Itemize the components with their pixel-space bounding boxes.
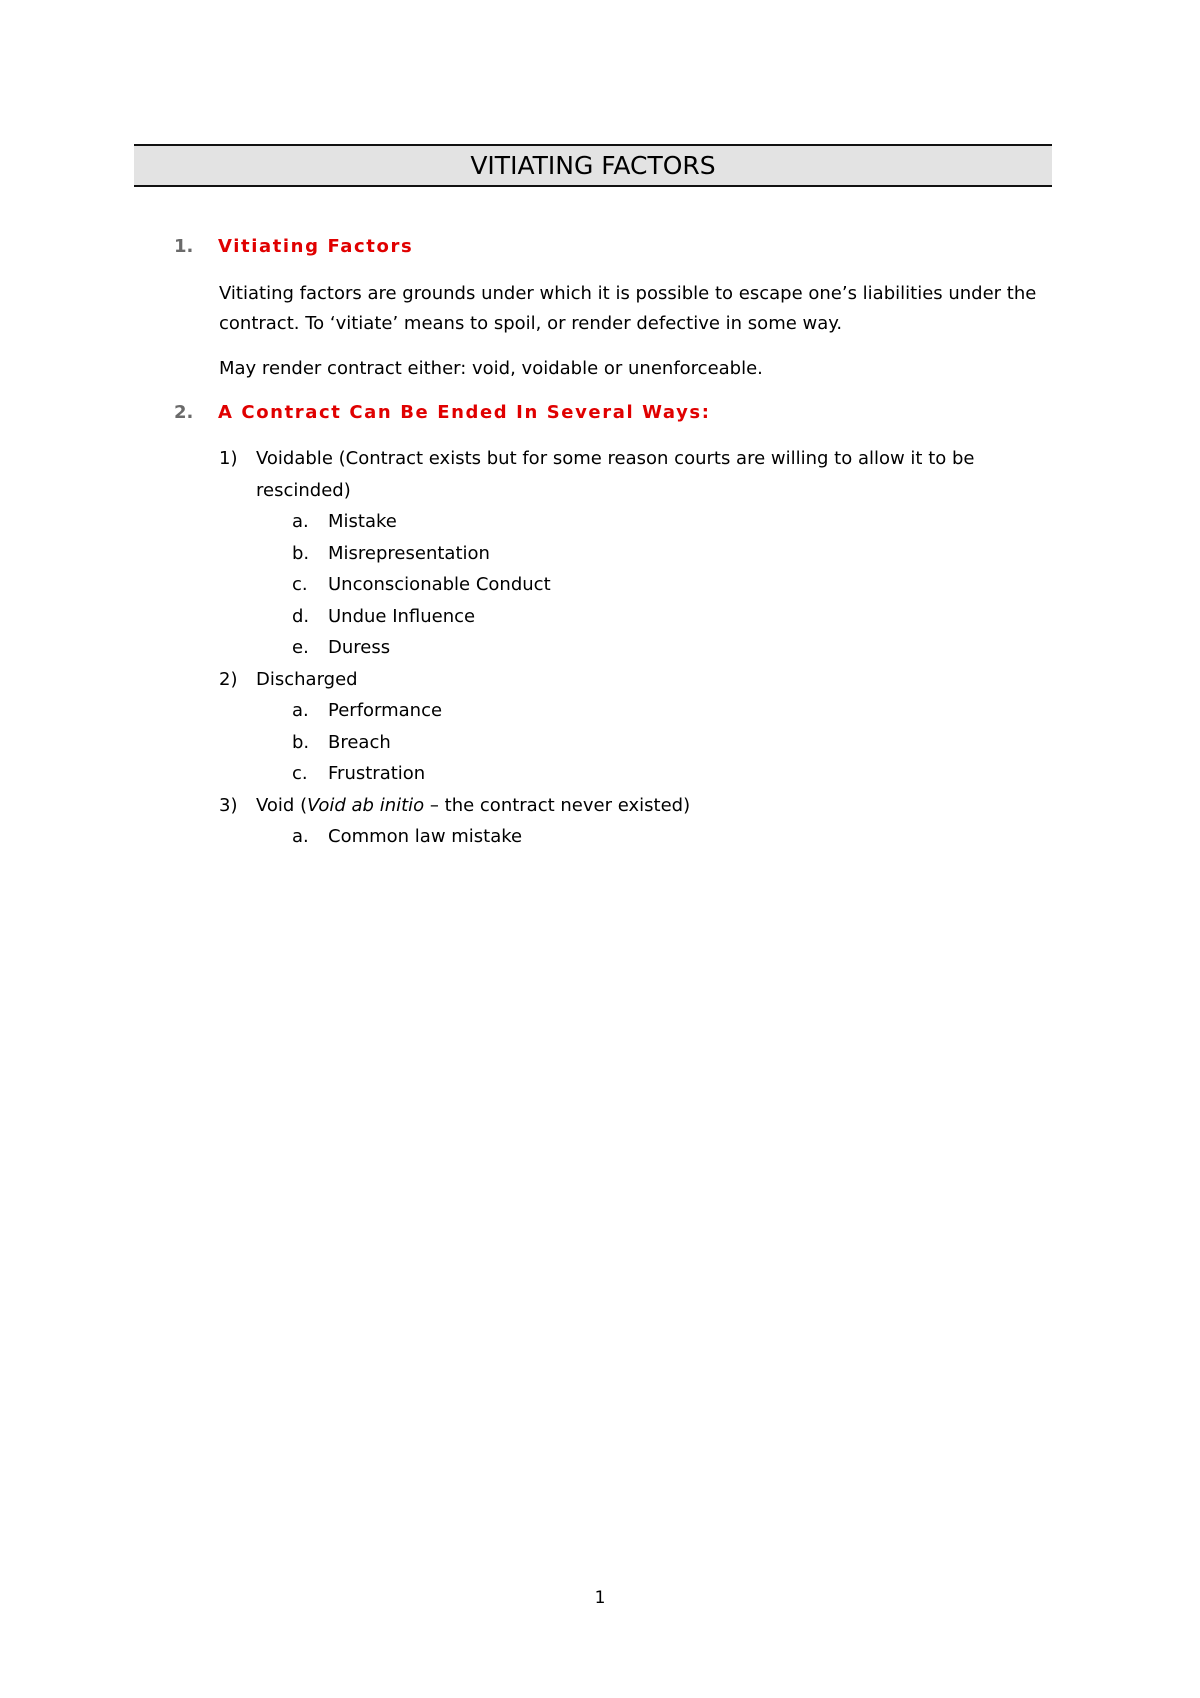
sub-marker: d. [292, 605, 310, 627]
section-1-heading [174, 236, 413, 257]
list-item-discharged [219, 664, 1059, 696]
sub-marker: b. [292, 731, 310, 753]
sub-item-text: Duress [328, 637, 391, 658]
void-text-prefix: Void ( [256, 794, 308, 816]
list-marker: 2) [219, 668, 238, 690]
section-1-title: Vitiating Factors [218, 236, 414, 257]
title-banner [134, 144, 1052, 187]
sub-marker: a. [292, 511, 309, 532]
sub-item-text: Breach [328, 731, 391, 753]
sub-item-text: Unconscionable Conduct [328, 574, 551, 595]
sub-item [219, 538, 1059, 570]
sub-item-text: Performance [328, 700, 443, 721]
section-1-paragraph-2: May render contract either: void, voidable or unenforceable. [219, 358, 763, 379]
sub-item [219, 632, 1059, 664]
sub-item [219, 569, 1059, 601]
page-title: VITIATING FACTORS [470, 151, 716, 180]
list-marker: 3) [219, 794, 238, 816]
page-number: 1 [594, 1588, 606, 1608]
sub-item-text: Frustration [328, 763, 426, 784]
sub-item [219, 695, 1059, 727]
section-2-heading [174, 402, 711, 423]
sub-item-text: Common law mistake [328, 826, 523, 847]
section-2-title: A Contract Can Be Ended In Several Ways: [218, 402, 711, 423]
list-item-voidable [219, 443, 1059, 506]
sub-item [219, 601, 1059, 633]
sub-marker: b. [292, 542, 310, 564]
sub-marker: a. [292, 700, 309, 721]
sub-marker: c. [292, 574, 308, 595]
sub-marker: a. [292, 826, 309, 847]
sub-item [219, 758, 1059, 790]
section-1-number: 1. [174, 236, 194, 257]
void-ab-initio-italic: Void ab initio [307, 794, 425, 816]
sub-item-text: Mistake [328, 511, 397, 532]
void-text-suffix: – the contract never existed) [424, 794, 691, 816]
sub-marker: e. [292, 637, 309, 658]
sub-item-text: Misrepresentation [328, 542, 490, 564]
list-item-text: Discharged [256, 668, 358, 690]
list-item-text [219, 790, 1059, 822]
section-1-paragraph-1: Vitiating factors are grounds under which it is possible to escape one’s liabilities under the contract. To ‘vitiate’ means to spoil, or render defective in some way. [219, 283, 1037, 334]
list-item-void [219, 790, 1059, 822]
sub-item [219, 821, 1059, 853]
list-marker: 1) [219, 448, 238, 469]
ways-list [219, 443, 1059, 853]
list-item-text: Voidable (Contract exists but for some reason courts are willing to allow it to be rescinded) [256, 448, 975, 501]
sub-item [219, 727, 1059, 759]
section-2-number: 2. [174, 402, 194, 423]
sub-marker: c. [292, 763, 308, 784]
sub-item [219, 506, 1059, 538]
sub-item-text: Undue Influence [328, 605, 476, 627]
